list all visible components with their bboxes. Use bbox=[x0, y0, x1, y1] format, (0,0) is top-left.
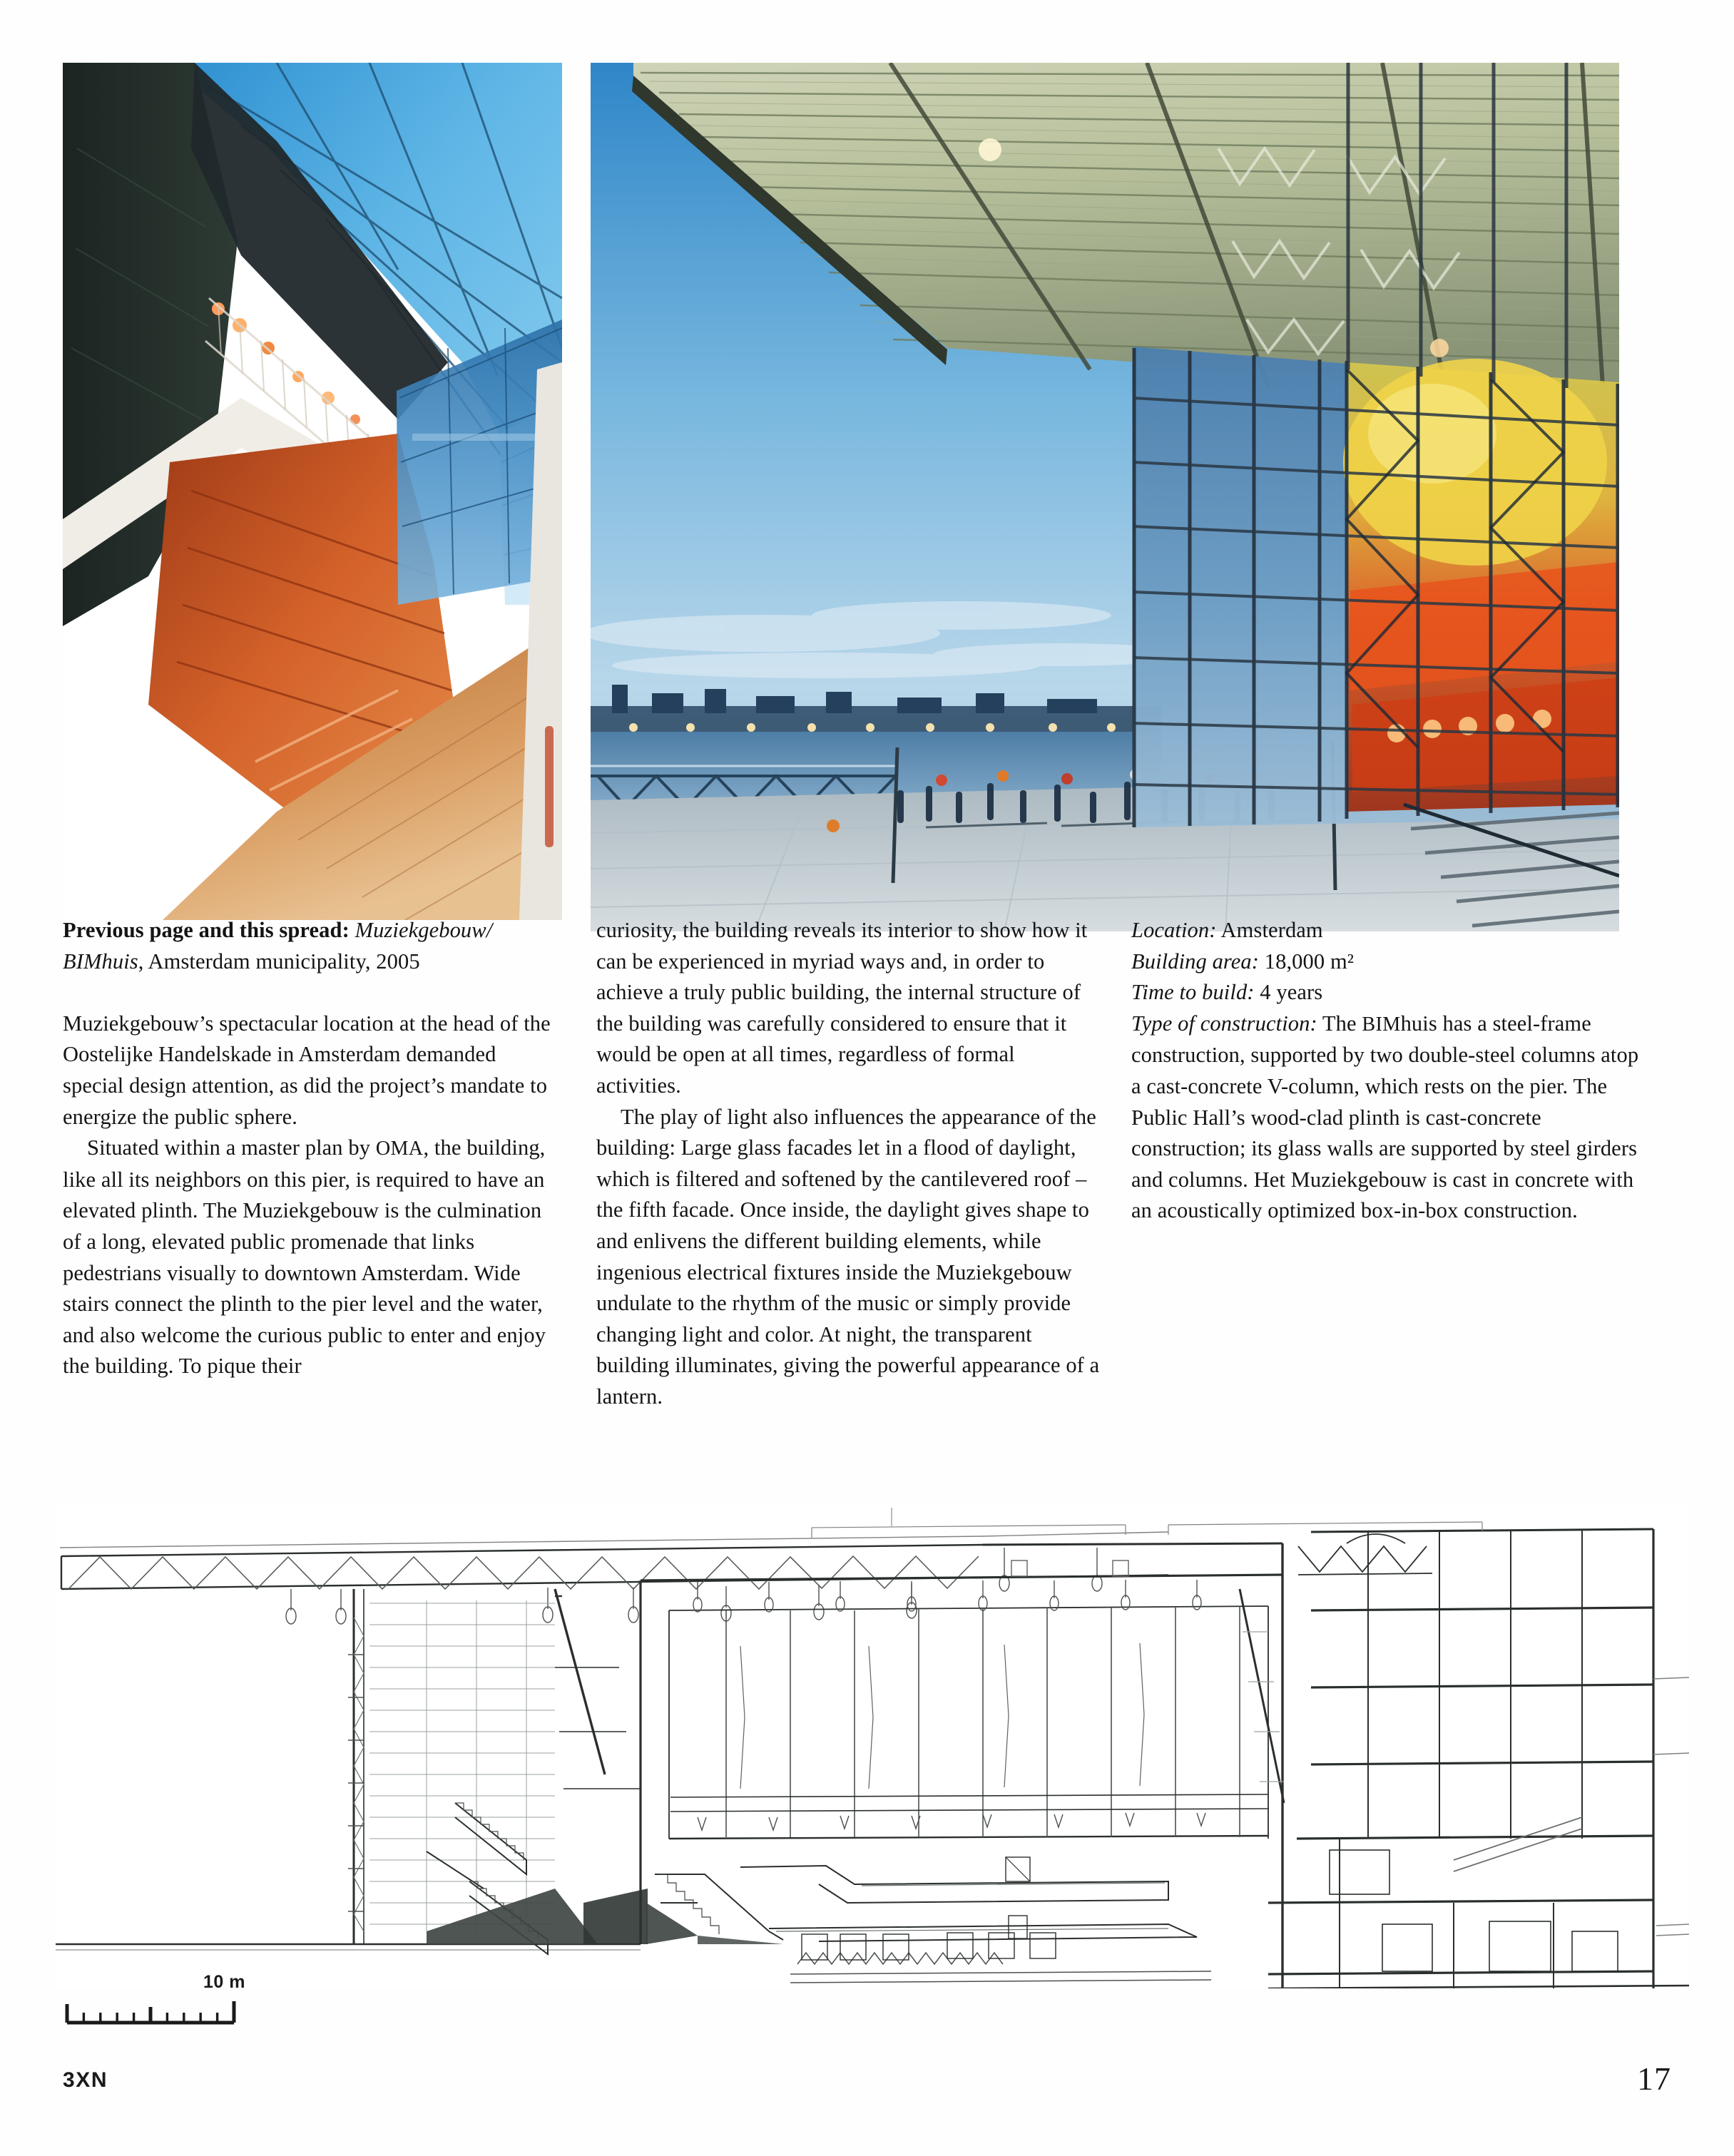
cantilevered-roof-and-pier-photo bbox=[591, 63, 1619, 931]
spec-time-to-build bbox=[1131, 977, 1641, 1008]
spec-location-value: Amsterdam bbox=[1216, 918, 1323, 942]
col1-paragraph-2 bbox=[63, 1133, 562, 1382]
figure-caption bbox=[63, 915, 562, 977]
text-column-3-specs bbox=[1131, 915, 1641, 1227]
scale-bar bbox=[63, 1983, 298, 2040]
caption-rest: , Amsterdam municipality, 2005 bbox=[138, 949, 420, 974]
col1-p2-pre: Situated within a master plan by bbox=[87, 1135, 376, 1160]
spec-construction-text: huis has a steel-frame construction, supported by two double-steel columns atop a cast-concrete V-column, which rests on the pier. The Public Hall’s wood-clad plinth is cast-concrete construction; its glass walls are supported by steel girders and columns. Het Muziekgebouw is cast in concrete with an acoustically optimized box-in-box construction. bbox=[1131, 1011, 1639, 1223]
spec-location-label: Location: bbox=[1131, 918, 1217, 942]
building-section-drawing bbox=[56, 1503, 1689, 1988]
col2-paragraph-1: curiosity, the building reveals its interior to show how it can be experienced in myriad ways and, in order to achieve a truly public building, the internal structure of the building was carefully considered to ensure that it would be open at all times, regardless of formal activities. bbox=[596, 918, 1088, 1098]
spec-construction-smallcaps-bim: BIM bbox=[1362, 1013, 1401, 1036]
text-column-2 bbox=[596, 915, 1103, 1413]
col1-paragraph-1: Muziekgebouw’s spectacular location at the head of the Oostelijke Handelskade in Amsterdam demanded special design attention, as did the project’s mandate to energize the public sphere. bbox=[63, 1011, 551, 1129]
scale-bar-label: 10 m bbox=[203, 1972, 245, 1992]
spec-building-area bbox=[1131, 946, 1641, 978]
studio-credit: 3XN bbox=[63, 2068, 108, 2092]
spec-time-to-build-label: Time to build: bbox=[1131, 980, 1255, 1005]
photo-spread bbox=[0, 0, 1734, 941]
spec-construction-pre: The bbox=[1317, 1011, 1362, 1036]
article-body bbox=[63, 915, 1641, 1486]
spec-type-of-construction bbox=[1131, 1008, 1641, 1227]
spec-construction-label: Type of construction: bbox=[1131, 1011, 1317, 1036]
spec-location bbox=[1131, 915, 1641, 946]
col1-p2-post: , the building, like all its neighbors on this pier, is required to have an elevated plinth. The Muziekgebouw is the culmination of a long, elevated public promenade that links pedestrians visually to downtown Amsterdam. Wide stairs connect the plinth to the pier level and the water, and also welcome the curious public to enter and enjoy the building. To pique their bbox=[63, 1135, 546, 1379]
interior-atrium-photo bbox=[63, 63, 562, 920]
spec-building-area-value: 18,000 m² bbox=[1259, 949, 1355, 974]
page-number: 17 bbox=[1637, 2060, 1671, 2097]
col1-p2-smallcaps-oma: OMA bbox=[375, 1138, 424, 1160]
spec-time-to-build-value: 4 years bbox=[1254, 980, 1323, 1005]
col2-paragraph-2: The play of light also influences the appearance of the building: Large glass facades let in a flood of daylight, which is filtered and softened by the cantilevered roof – the fifth facade. Once inside, the daylight gives shape to and enlivens the different building elements, while ingenious electrical fixtures inside the Muziekgebouw undulate to the rhythm of the music or simply provide changing light and color. At night, the transparent building illuminates, giving the powerful appearance of a lantern. bbox=[596, 1104, 1100, 1409]
spec-building-area-label: Building area: bbox=[1131, 949, 1260, 974]
text-column-1 bbox=[63, 915, 562, 1382]
caption-lead: Previous page and this spread: bbox=[63, 918, 350, 942]
caption-project-title: Muziekgebouw/ BIMhuis bbox=[63, 918, 493, 974]
